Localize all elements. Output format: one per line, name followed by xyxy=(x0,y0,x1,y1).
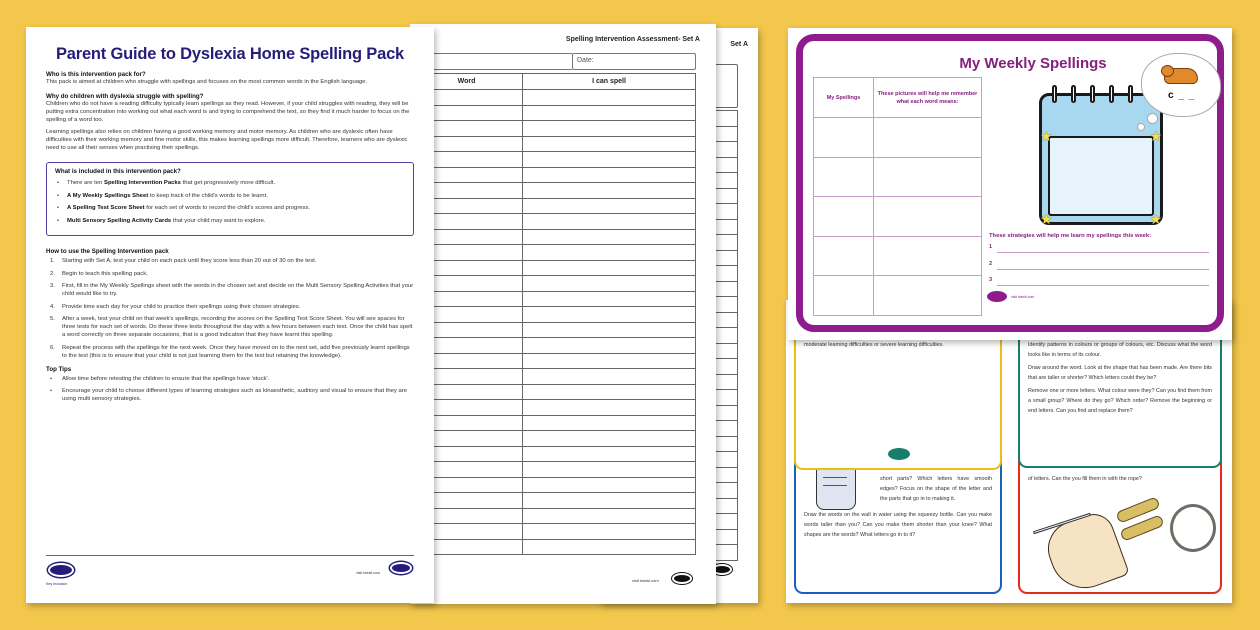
spell-cell[interactable] xyxy=(523,260,696,276)
thought-cloud xyxy=(1141,53,1221,117)
spell-cell[interactable] xyxy=(523,136,696,152)
spell-cell[interactable] xyxy=(523,539,696,555)
card-text: Identify patterns in colours or groups of colours, etc. Discuss what the word looks like in terms of its colour. xyxy=(1028,342,1212,358)
spell-cell[interactable] xyxy=(523,167,696,183)
card-text: Remove one or more letters. What colour were they? Can you find them from a small group? Where do they go? Which order? Remove the beginning or end letters. Can you find and replace them? xyxy=(1028,388,1212,414)
assessment-sheet xyxy=(410,24,716,604)
spell-cell[interactable] xyxy=(523,152,696,168)
card-text: Draw the words on the wall in water using the squeezy bottle. Can you make words taller than you? Can you make them shorter than your knee? What shapes are the words? What letters go in to it? xyxy=(804,512,992,538)
section-heading: Why do children with dyslexia struggle with spelling? xyxy=(46,93,204,100)
table-row xyxy=(411,167,696,183)
table-row xyxy=(814,197,982,237)
spell-cell[interactable] xyxy=(523,121,696,137)
card-text: of letters. Can the you fill them in with the rope? xyxy=(1028,476,1142,482)
included-item-text: that get progressively more difficult. xyxy=(180,180,276,186)
strategy-line-3[interactable] xyxy=(989,277,1209,287)
spell-cell[interactable] xyxy=(523,291,696,307)
date-field[interactable] xyxy=(572,53,696,70)
spell-cell[interactable] xyxy=(523,198,696,214)
included-heading: What is included in this intervention pack? xyxy=(55,168,181,175)
spell-cell[interactable] xyxy=(523,462,696,478)
hand-writing-icon xyxy=(1040,508,1130,594)
table-row xyxy=(411,384,696,400)
card-text: moderate learning difficulties or severe learning difficulties. xyxy=(804,342,944,348)
date-label: Date: xyxy=(577,57,594,64)
card-text: short parts? Which letters have smooth edges? Focus on the shape of the letter and the parts that go in to making it. xyxy=(880,476,992,502)
included-item-text: that your child may want to explore. xyxy=(171,217,266,224)
table-row xyxy=(411,415,696,431)
table-row xyxy=(411,229,696,245)
spell-cell[interactable] xyxy=(523,90,696,106)
assessment-back-title: Set A xyxy=(730,41,748,48)
logo-subtext: Key Inclusion xyxy=(46,582,68,586)
thought-cloud-text: c _ _ xyxy=(1168,90,1196,101)
tip-item: • Allow time before retesting the children to ensure that the spellings have 'stuck'. xyxy=(46,375,414,383)
step-item xyxy=(46,282,414,298)
spelling-cell[interactable] xyxy=(814,197,874,237)
spell-cell[interactable] xyxy=(523,400,696,416)
spell-cell[interactable] xyxy=(523,508,696,524)
spell-cell[interactable] xyxy=(523,477,696,493)
spelling-cell[interactable] xyxy=(814,157,874,197)
strategy-number: 1 xyxy=(989,244,993,250)
picture-cell[interactable] xyxy=(874,157,982,197)
assessment-title: Spelling Intervention Assessment- Set A xyxy=(565,36,700,43)
spell-cell[interactable] xyxy=(523,214,696,230)
spell-cell[interactable] xyxy=(523,276,696,292)
strategies-label: These strategies will help me learn my spellings this week: xyxy=(989,233,1152,239)
picture-cell[interactable] xyxy=(874,236,982,276)
footer-url: visit twinkl.com xyxy=(1011,295,1035,299)
name-field[interactable] xyxy=(410,53,572,70)
guide-footer xyxy=(46,555,414,585)
star-icon: ★ xyxy=(1040,128,1053,144)
strategy-number: 3 xyxy=(989,277,993,283)
table-row xyxy=(411,446,696,462)
table-row xyxy=(814,236,982,276)
included-item xyxy=(55,192,405,200)
table-row xyxy=(411,198,696,214)
table-row xyxy=(411,462,696,478)
step-text: Provide time each day for your child to practice their spellings using their chosen strategies. xyxy=(62,303,301,310)
table-row xyxy=(411,307,696,323)
included-box xyxy=(46,162,414,236)
spelling-cell[interactable] xyxy=(814,276,874,316)
tip-item: • Encourage your child to choose different types of learning strategies such as kinaesthetic, auditory and visual to ensure that they are using multi sensory strategies. xyxy=(46,387,414,403)
section-paragraph: Children who do not have a reading difficulty typically learn spellings as they read. However, if your child struggles with reading, they will be putting extra concentration into working out what each word is and trying to comprehend the text, so they find it much harder to focus on the spelling of a word too. xyxy=(46,101,410,123)
strategy-line-2[interactable] xyxy=(989,261,1209,271)
table-row xyxy=(411,369,696,385)
step-number: 5. xyxy=(50,316,55,322)
parent-guide-sheet xyxy=(26,27,434,603)
table-row xyxy=(411,322,696,338)
table-row xyxy=(411,539,696,555)
step-number: 1. xyxy=(50,258,55,264)
step-item xyxy=(46,303,414,311)
step-item xyxy=(46,315,414,339)
activity-card-yellow xyxy=(794,334,1002,470)
table-row xyxy=(411,90,696,106)
spell-cell[interactable] xyxy=(523,183,696,199)
twinkl-logo-icon xyxy=(672,573,692,584)
weekly-spellings-sheet xyxy=(788,28,1232,340)
table-row xyxy=(411,508,696,524)
spelling-cell[interactable] xyxy=(814,236,874,276)
section-heading: Who is this intervention pack for? xyxy=(46,71,146,78)
step-number: 6. xyxy=(50,344,55,351)
activity-cards-sheet xyxy=(786,300,1232,603)
table-row xyxy=(411,105,696,121)
column-header-word: Word xyxy=(411,74,523,90)
weekly-spellings-table xyxy=(813,77,982,316)
table-row xyxy=(411,400,696,416)
star-icon: ★ xyxy=(1040,211,1053,227)
included-item-text: A My Weekly Spellings Sheet xyxy=(67,192,149,199)
assessment-table xyxy=(410,73,696,555)
included-item xyxy=(55,204,405,212)
table-row xyxy=(411,493,696,509)
footer-url: visit twinkl.com xyxy=(356,571,380,575)
card-text: Draw around the word. Look at the shape that has been made. Are there bits that are taller or shorter? Which letters could they be? xyxy=(1028,365,1212,381)
table-row xyxy=(814,276,982,316)
spell-cell[interactable] xyxy=(523,353,696,369)
spell-cell[interactable] xyxy=(523,229,696,245)
included-item-text: for each set of words to record the child's scores and progress. xyxy=(144,205,311,211)
spell-cell[interactable] xyxy=(523,322,696,338)
weekly-frame xyxy=(796,34,1224,332)
table-row xyxy=(411,431,696,447)
included-item-text: Spelling Intervention Packs xyxy=(104,180,181,186)
activity-card-blue xyxy=(794,460,1002,594)
top-tips-heading: Top Tips xyxy=(46,365,72,373)
spell-cell[interactable] xyxy=(523,338,696,354)
table-row xyxy=(411,136,696,152)
step-text: First, fill in the My Weekly Spellings sheet with the words in the chosen set and decide on the Multi Sensory Spelling Activities that your child would like to try. xyxy=(62,283,414,297)
notepad-illustration xyxy=(1039,93,1163,225)
spell-cell[interactable] xyxy=(523,446,696,462)
how-to-use-heading: How to use the Spelling Intervention pack xyxy=(46,248,169,255)
thought-bubble-icon xyxy=(1147,113,1158,124)
spell-cell[interactable] xyxy=(523,384,696,400)
notepad-drawing-area[interactable] xyxy=(1048,136,1154,216)
twinkl-logo-icon xyxy=(48,563,74,577)
cat-icon xyxy=(1164,68,1198,84)
table-row xyxy=(411,353,696,369)
star-icon: ★ xyxy=(1149,128,1162,144)
twinkl-logo-icon xyxy=(390,562,412,574)
spell-cell[interactable] xyxy=(523,245,696,261)
picture-cell[interactable] xyxy=(874,276,982,316)
column-header-i-can-spell: I can spell xyxy=(523,74,696,90)
included-item-text: to keep track of the child's words to be learnt. xyxy=(148,192,268,199)
step-number: 4. xyxy=(50,303,55,310)
table-row xyxy=(411,121,696,137)
tips-list xyxy=(46,375,414,404)
step-text: Repeat the process with the spellings for the next week. Once they have moved on to the next set, add five previously learnt spellings to the test (this is to ensure that your child is not just learning them for the test but retaining the knowledge). xyxy=(62,344,410,359)
section-paragraph: This pack is aimed at children who struggle with spellings and focuses on the most common words in the English language. xyxy=(46,79,368,85)
guide-title: Parent Guide to Dyslexia Home Spelling Pack xyxy=(55,45,405,63)
table-row xyxy=(411,276,696,292)
spell-cell[interactable] xyxy=(523,105,696,121)
column-header-pictures: These pictures will help me remember what each word means: xyxy=(874,78,982,118)
table-row xyxy=(411,152,696,168)
spell-cell[interactable] xyxy=(523,431,696,447)
table-row xyxy=(814,118,982,158)
step-text: After a week, test your child on that week's spellings, recording the scores on the Spelling Test Score Sheet. You will see spaces for three tests for each set of words. Do these three tests throughout the day with a few hours between each test. Once the child has spelt a word correctly on three separate occasions, that is a good indication that they have learnt this spelling. xyxy=(62,316,413,338)
spell-cell[interactable] xyxy=(523,307,696,323)
included-item-text: A Spelling Test Score Sheet xyxy=(67,205,145,211)
activity-card-red xyxy=(1018,460,1222,594)
step-item xyxy=(46,257,414,265)
steps-list xyxy=(46,257,414,360)
included-item xyxy=(55,179,405,187)
twinkl-logo-icon xyxy=(987,291,1007,302)
footer-url: visit twinkl.com xyxy=(632,578,659,583)
rope-coil-icon xyxy=(1170,504,1216,552)
included-list xyxy=(55,179,405,225)
strategy-number: 2 xyxy=(989,261,993,267)
table-row xyxy=(411,291,696,307)
included-item-text: Multi Sensory Spelling Activity Cards xyxy=(67,217,172,224)
weekly-title: My Weekly Spellings xyxy=(959,55,1107,72)
picture-cell[interactable] xyxy=(874,197,982,237)
thought-bubble-icon xyxy=(1137,123,1145,131)
spell-cell[interactable] xyxy=(523,524,696,540)
table-row xyxy=(411,260,696,276)
step-item xyxy=(46,270,414,278)
twinkl-logo-icon xyxy=(888,448,910,460)
table-row xyxy=(411,338,696,354)
table-row xyxy=(411,245,696,261)
spelling-cell[interactable] xyxy=(814,118,874,158)
activity-card-green xyxy=(1018,334,1222,468)
included-item xyxy=(55,217,405,225)
star-icon: ★ xyxy=(1149,211,1162,227)
step-text: Starting with Set A, test your child on each pack until they score less than 20 out of 30 on the test. xyxy=(62,258,317,264)
included-item-text: There are ten xyxy=(67,180,105,186)
table-row xyxy=(411,214,696,230)
strategy-line-1[interactable] xyxy=(989,244,1209,254)
spell-cell[interactable] xyxy=(523,369,696,385)
section-paragraph: Learning spellings also relies on children having a good working memory and motor memory. As children who are dyslexic often have difficulties with their working memory and fine motor skills, this makes learning spellings more difficult. Therefore, learners who are dyslexic need to use all their senses when practising their spellings. xyxy=(46,129,408,151)
table-row xyxy=(411,183,696,199)
table-row xyxy=(411,524,696,540)
step-item xyxy=(46,344,414,360)
column-header-my-spellings: My Spellings xyxy=(814,78,874,118)
step-number: 2. xyxy=(50,270,55,277)
picture-cell[interactable] xyxy=(874,118,982,158)
table-row xyxy=(814,157,982,197)
spell-cell[interactable] xyxy=(523,493,696,509)
table-row xyxy=(411,477,696,493)
spell-cell[interactable] xyxy=(523,415,696,431)
step-number: 3. xyxy=(50,283,55,289)
step-text: Begin to teach this spelling pack. xyxy=(62,270,148,277)
